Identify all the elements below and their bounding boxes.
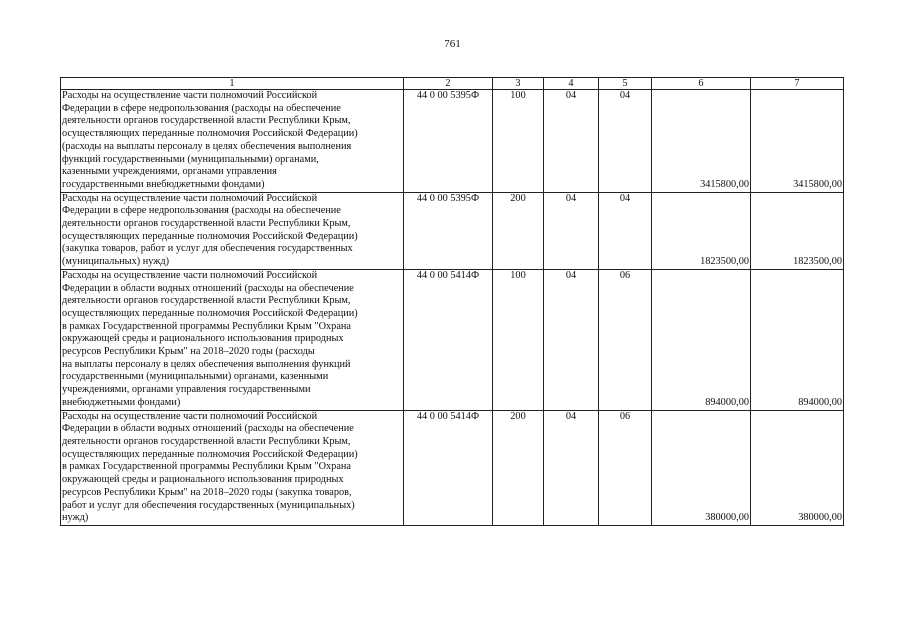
description-line: ресурсов Республики Крым" на 2018–2020 годы (закупка товаров,: [62, 486, 352, 498]
description-line: на выплаты персоналу в целях обеспечения выполнения функций: [62, 358, 351, 370]
row-description: [61, 90, 404, 193]
column-header-3: 3: [493, 78, 544, 90]
amount-cell-7: 3415800,00: [751, 90, 844, 193]
description-line: Федерации в области водных отношений (расходы на обеспечение: [62, 423, 354, 435]
table-body: [61, 78, 844, 526]
description-line: внебюджетными фондами): [62, 396, 181, 408]
description-line: (закупка товаров, работ и услуг для обеспечения государственных: [62, 243, 353, 255]
column-header-1: 1: [61, 78, 404, 90]
section-cell: 04: [544, 192, 599, 269]
row-description: [61, 192, 404, 269]
description-line: Расходы на осуществление части полномочий Российской: [62, 269, 318, 281]
description-line: нужд): [62, 512, 89, 524]
description-line: окружающей среды и рационального использования природных: [62, 333, 344, 345]
description-line: учреждениями, органами управления государственными: [62, 384, 311, 396]
description-line: ресурсов Республики Крым" на 2018–2020 годы (расходы: [62, 346, 315, 358]
subsection-cell: 04: [599, 90, 652, 193]
expense-type-cell: 200: [493, 410, 544, 525]
section-cell: 04: [544, 410, 599, 525]
column-header-4: 4: [544, 78, 599, 90]
amount-cell-6: 894000,00: [652, 269, 751, 410]
budget-code-cell: 44 0 00 5395Ф: [404, 192, 493, 269]
description-line: деятельности органов государственной власти Республики Крым,: [62, 115, 351, 127]
description-line: осуществляющих переданные полномочия Российской Федерации): [62, 230, 358, 242]
description-line: государственными внебюджетными фондами): [62, 178, 265, 190]
row-description: [61, 269, 404, 410]
amount-cell-7: 1823500,00: [751, 192, 844, 269]
table-row: [61, 269, 844, 410]
section-cell: 04: [544, 90, 599, 193]
description-line: Расходы на осуществление части полномочий Российской: [62, 90, 318, 101]
expense-type-cell: 200: [493, 192, 544, 269]
description-line: осуществляющих переданные полномочия Российской Федерации): [62, 128, 358, 140]
page-number: 761: [444, 38, 461, 50]
description-line: осуществляющих переданные полномочия Российской Федерации): [62, 448, 358, 460]
table-row: [61, 90, 844, 193]
expense-type-cell: 100: [493, 269, 544, 410]
budget-code-cell: 44 0 00 5395Ф: [404, 90, 493, 193]
column-header-7: 7: [751, 78, 844, 90]
description-line: (муниципальных) нужд): [62, 256, 170, 268]
column-header-5: 5: [599, 78, 652, 90]
description-line: функций государственными (муниципальными) органами,: [62, 153, 319, 165]
column-header-2: 2: [404, 78, 493, 90]
budget-code-cell: 44 0 00 5414Ф: [404, 410, 493, 525]
description-line: Федерации в сфере недропользования (расходы на обеспечение: [62, 102, 341, 114]
description-line: (расходы на выплаты персоналу в целях обеспечения выполнения: [62, 140, 352, 152]
description-line: деятельности органов государственной власти Республики Крым,: [62, 218, 351, 230]
subsection-cell: 06: [599, 410, 652, 525]
description-line: деятельности органов государственной власти Республики Крым,: [62, 295, 351, 307]
description-line: в рамках Государственной программы Республики Крым "Охрана: [62, 320, 351, 332]
description-line: работ и услуг для обеспечения государственных (муниципальных): [62, 499, 355, 511]
budget-table: [60, 77, 844, 526]
description-line: Расходы на осуществление части полномочий Российской: [62, 192, 318, 204]
table-header-row: [61, 78, 844, 90]
amount-cell-6: 1823500,00: [652, 192, 751, 269]
amount-cell-7: 380000,00: [751, 410, 844, 525]
amount-cell-6: 380000,00: [652, 410, 751, 525]
description-line: Федерации в сфере недропользования (расходы на обеспечение: [62, 205, 341, 217]
description-line: государственными (муниципальными) органами, казенными: [62, 371, 329, 383]
description-line: осуществляющих переданные полномочия Российской Федерации): [62, 307, 358, 319]
description-line: казенными учреждениями, органами управления: [62, 166, 277, 178]
subsection-cell: 06: [599, 269, 652, 410]
description-line: деятельности органов государственной власти Республики Крым,: [62, 435, 351, 447]
expense-type-cell: 100: [493, 90, 544, 193]
description-line: Федерации в области водных отношений (расходы на обеспечение: [62, 282, 354, 294]
section-cell: 04: [544, 269, 599, 410]
row-description: [61, 410, 404, 525]
subsection-cell: 04: [599, 192, 652, 269]
amount-cell-7: 894000,00: [751, 269, 844, 410]
amount-cell-6: 3415800,00: [652, 90, 751, 193]
budget-code-cell: 44 0 00 5414Ф: [404, 269, 493, 410]
description-line: в рамках Государственной программы Республики Крым "Охрана: [62, 461, 351, 473]
table-row: [61, 410, 844, 525]
description-line: Расходы на осуществление части полномочий Российской: [62, 410, 318, 422]
description-line: окружающей среды и рационального использования природных: [62, 474, 344, 486]
table-row: [61, 192, 844, 269]
column-header-6: 6: [652, 78, 751, 90]
